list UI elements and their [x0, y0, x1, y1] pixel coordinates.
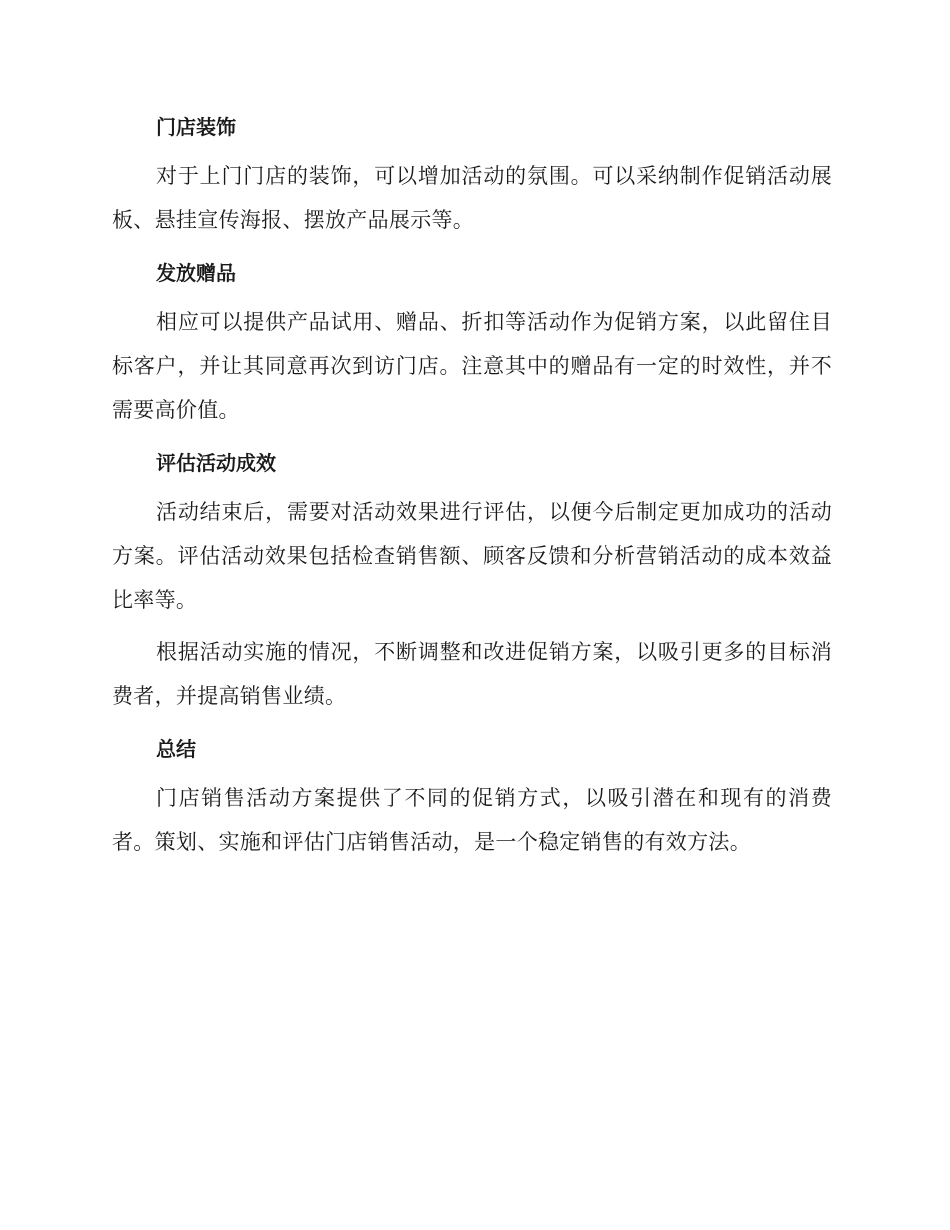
document-page — [112, 104, 832, 872]
section-store-decoration — [112, 104, 832, 242]
paragraph: 活动结束后，需要对活动效果进行评估，以便今后制定更加成功的活动方案。评估活动效果包括检查销售额、顾客反馈和分析营销活动的成本效益比率等。 — [112, 500, 832, 612]
section-evaluation — [112, 440, 832, 718]
section-heading: 评估活动成效 — [156, 451, 276, 475]
paragraph: 根据活动实施的情况，不断调整和改进促销方案，以吸引更多的目标消费者，并提高销售业绩。 — [112, 640, 832, 708]
section-heading: 总结 — [156, 737, 196, 761]
section-gifts — [112, 250, 832, 432]
paragraph: 相应可以提供产品试用、赠品、折扣等活动作为促销方案，以此留住目标客户，并让其同意再次到访门店。注意其中的赠品有一定的时效性，并不需要高价值。 — [112, 310, 832, 422]
section-summary — [112, 726, 832, 864]
paragraph: 对于上门门店的装饰，可以增加活动的氛围。可以采纳制作促销活动展板、悬挂宣传海报、摆放产品展示等。 — [112, 164, 832, 232]
paragraph: 门店销售活动方案提供了不同的促销方式，以吸引潜在和现有的消费者。策划、实施和评估门店销售活动，是一个稳定销售的有效方法。 — [112, 786, 832, 854]
section-heading: 门店装饰 — [156, 115, 236, 139]
section-heading: 发放赠品 — [156, 261, 236, 285]
